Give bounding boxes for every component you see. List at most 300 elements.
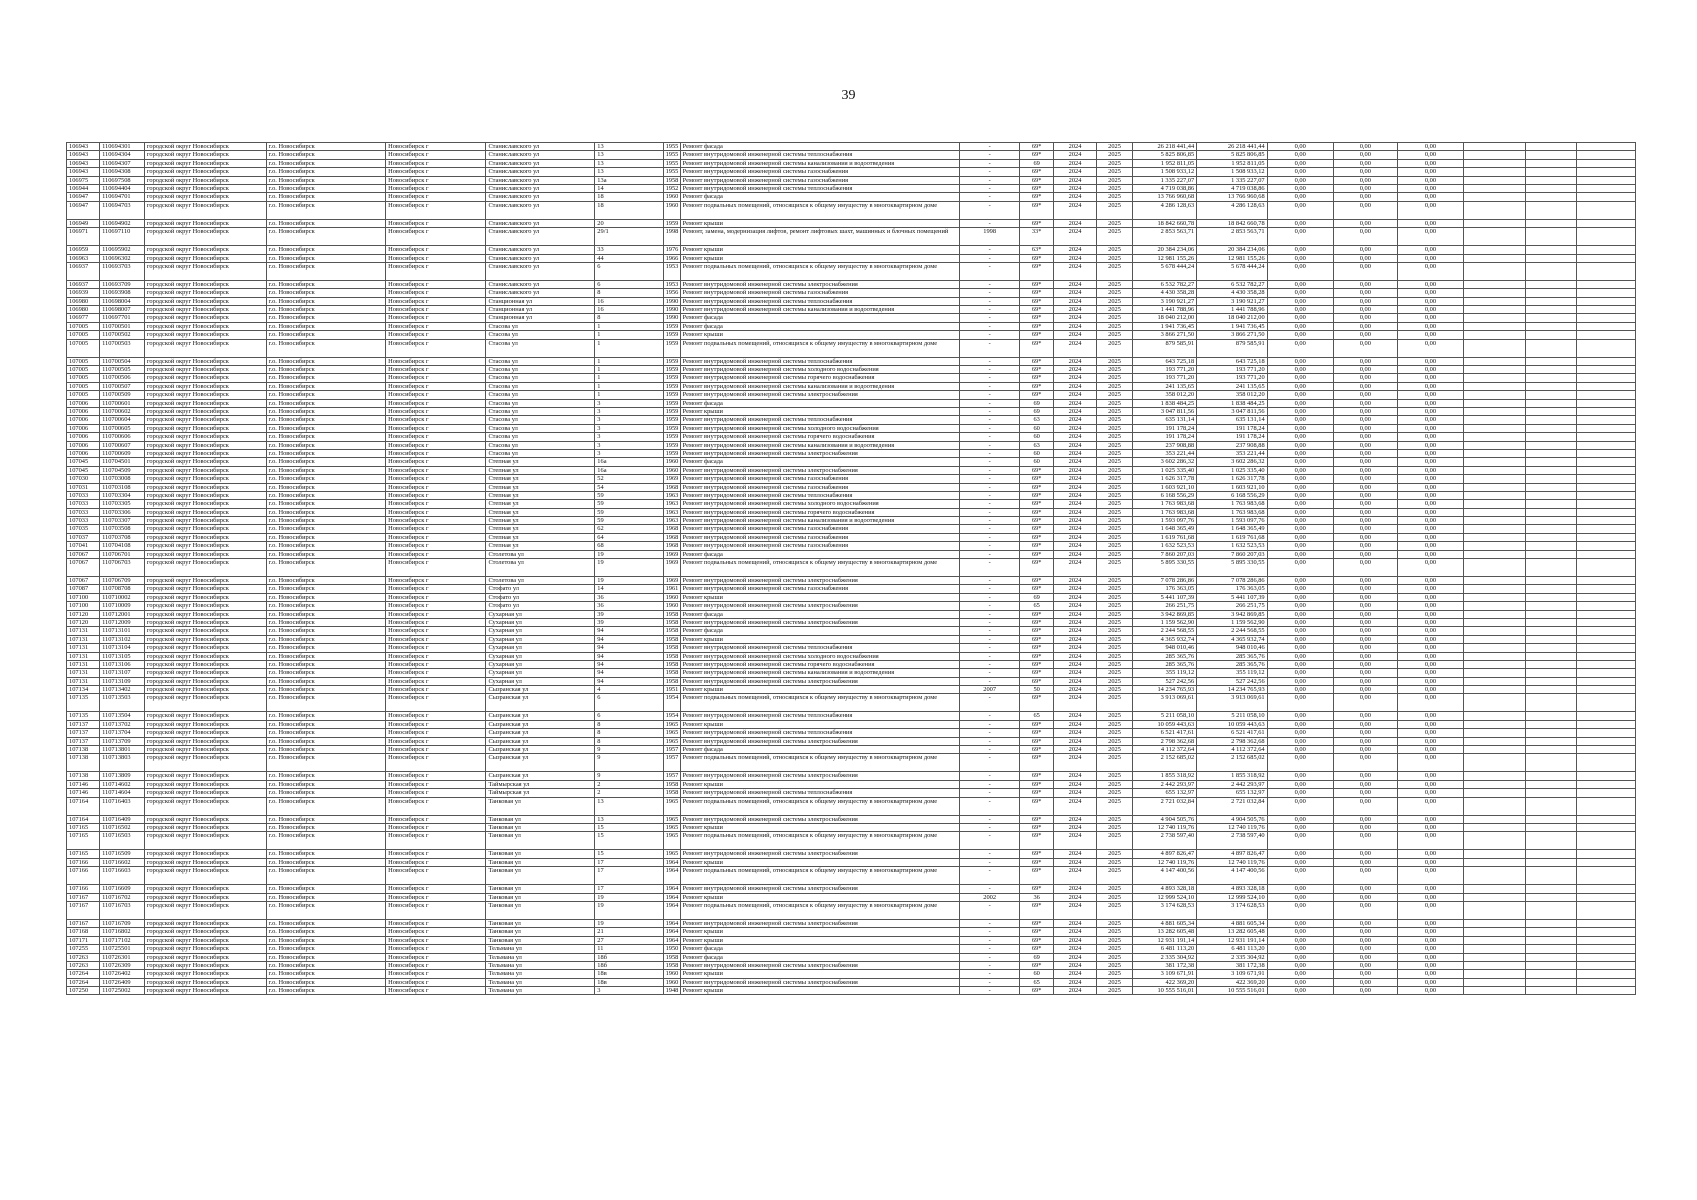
cell-last-repair-year: - <box>960 550 1020 558</box>
cell-municipal-district: городской округ Новосибирск <box>144 832 266 850</box>
cell-end-year: 2025 <box>1096 893 1132 901</box>
cell-house-number: 17 <box>595 858 663 866</box>
cell-wear-percent: 69 <box>1020 159 1054 167</box>
cell-budget-cost: 0,00 <box>1267 593 1333 601</box>
cell-house-id: 107134 <box>67 686 100 694</box>
table-row <box>67 867 1636 885</box>
cell-start-year: 2024 <box>1054 893 1097 901</box>
cell-last-repair-year: - <box>960 987 1020 995</box>
cell-other-cost: 0,00 <box>1397 500 1463 508</box>
cell-locality: Новосибирск г <box>386 928 486 936</box>
cell-last-repair-year: - <box>960 953 1020 961</box>
cell-house-number: 3 <box>595 433 663 441</box>
cell-street: Степная ул <box>486 508 595 516</box>
cell-locality: Новосибирск г <box>386 550 486 558</box>
cell-total-cost: 285 365,76 <box>1133 652 1197 660</box>
cell-house-id: 107131 <box>67 660 100 668</box>
cell-extra-2 <box>1525 550 1576 558</box>
table-row <box>67 254 1636 262</box>
cell-work-id: 110700602 <box>100 407 145 415</box>
cell-work-id: 110700502 <box>100 331 145 339</box>
cell-start-year: 2024 <box>1054 374 1097 382</box>
cell-extra-2 <box>1525 961 1576 969</box>
cell-extra-3 <box>1577 824 1636 832</box>
cell-wear-percent: 69* <box>1020 746 1054 754</box>
cell-end-year: 2025 <box>1096 416 1132 424</box>
table-row <box>67 602 1636 610</box>
cell-house-id: 107120 <box>67 610 100 618</box>
cell-budget-cost: 0,00 <box>1267 772 1333 780</box>
cell-fund-cost: 285 365,76 <box>1197 652 1267 660</box>
cell-locality: Новосибирск г <box>386 475 486 483</box>
cell-municipal-district: городской округ Новосибирск <box>144 184 266 192</box>
cell-end-year: 2025 <box>1096 297 1132 305</box>
cell-last-repair-year: - <box>960 508 1020 516</box>
cell-fund-cost: 3 174 628,53 <box>1197 901 1267 919</box>
cell-build-year: 1950 <box>663 945 680 953</box>
cell-start-year: 2024 <box>1054 754 1097 772</box>
cell-work-id: 110703307 <box>100 517 145 525</box>
cell-total-cost: 20 384 234,06 <box>1133 246 1197 254</box>
cell-extra-1 <box>1464 754 1526 772</box>
cell-other-cost: 0,00 <box>1397 945 1463 953</box>
cell-house-id: 107164 <box>67 797 100 815</box>
cell-extra-3 <box>1577 399 1636 407</box>
cell-wear-percent: 69* <box>1020 850 1054 858</box>
cell-last-repair-year: - <box>960 184 1020 192</box>
table-row <box>67 885 1636 893</box>
cell-street: Сызранская ул <box>486 720 595 728</box>
cell-street: Станиславского ул <box>486 254 595 262</box>
cell-extra-1 <box>1464 797 1526 815</box>
cell-last-repair-year: - <box>960 458 1020 466</box>
cell-house-number: 6 <box>595 280 663 288</box>
cell-street: Танковая ул <box>486 928 595 936</box>
cell-extra-2 <box>1525 517 1576 525</box>
cell-work-type: Ремонт внутридомовой инженерной системы теплоснабжения <box>680 789 960 797</box>
cell-house-id: 107006 <box>67 407 100 415</box>
cell-wear-percent: 69 <box>1020 953 1054 961</box>
cell-house-id: 107005 <box>67 322 100 330</box>
cell-street: Сызранская ул <box>486 754 595 772</box>
cell-work-id: 110713704 <box>100 729 145 737</box>
cell-fund-cost: 2 152 685,02 <box>1197 754 1267 772</box>
cell-total-cost: 4 286 128,63 <box>1133 201 1197 219</box>
cell-other-cost: 0,00 <box>1397 737 1463 745</box>
cell-work-type: Ремонт внутридомовой инженерной системы канализования и водоотведения <box>680 441 960 449</box>
cell-extra-3 <box>1577 850 1636 858</box>
table-row <box>67 919 1636 927</box>
table-row <box>67 686 1636 694</box>
cell-wear-percent: 69* <box>1020 754 1054 772</box>
cell-work-type: Ремонт внутридомовой инженерной системы холодного водоснабжения <box>680 366 960 374</box>
cell-local-budget-cost: 0,00 <box>1333 228 1397 246</box>
cell-locality: Новосибирск г <box>386 686 486 694</box>
cell-work-id: 110712009 <box>100 618 145 626</box>
cell-end-year: 2025 <box>1096 559 1132 577</box>
cell-extra-2 <box>1525 449 1576 457</box>
cell-wear-percent: 63 <box>1020 416 1054 424</box>
cell-wear-percent: 69 <box>1020 593 1054 601</box>
cell-municipal-formation: г.о. Новосибирск <box>266 143 386 151</box>
cell-locality: Новосибирск г <box>386 500 486 508</box>
cell-last-repair-year: - <box>960 143 1020 151</box>
cell-local-budget-cost: 0,00 <box>1333 366 1397 374</box>
cell-house-number: 36 <box>595 602 663 610</box>
cell-extra-2 <box>1525 772 1576 780</box>
table-row <box>67 228 1636 246</box>
cell-total-cost: 4 430 358,28 <box>1133 289 1197 297</box>
cell-house-id: 107037 <box>67 533 100 541</box>
cell-municipal-formation: г.о. Новосибирск <box>266 366 386 374</box>
cell-start-year: 2024 <box>1054 366 1097 374</box>
cell-extra-2 <box>1525 508 1576 516</box>
cell-street: Столетова ул <box>486 577 595 585</box>
cell-end-year: 2025 <box>1096 525 1132 533</box>
cell-build-year: 1959 <box>663 357 680 365</box>
cell-house-id: 107164 <box>67 815 100 823</box>
cell-total-cost: 879 585,91 <box>1133 339 1197 357</box>
cell-wear-percent: 69* <box>1020 669 1054 677</box>
cell-end-year: 2025 <box>1096 424 1132 432</box>
cell-locality: Новосибирск г <box>386 559 486 577</box>
cell-build-year: 1960 <box>663 593 680 601</box>
table-row <box>67 314 1636 322</box>
cell-budget-cost: 0,00 <box>1267 542 1333 550</box>
table-row <box>67 508 1636 516</box>
cell-house-number: 8 <box>595 729 663 737</box>
cell-house-id: 106944 <box>67 184 100 192</box>
cell-other-cost: 0,00 <box>1397 850 1463 858</box>
cell-local-budget-cost: 0,00 <box>1333 978 1397 986</box>
cell-municipal-formation: г.о. Новосибирск <box>266 577 386 585</box>
cell-start-year: 2024 <box>1054 262 1097 280</box>
cell-other-cost: 0,00 <box>1397 660 1463 668</box>
cell-work-type: Ремонт внутридомовой инженерной системы теплоснабжения <box>680 297 960 305</box>
cell-wear-percent: 69* <box>1020 289 1054 297</box>
cell-extra-2 <box>1525 610 1576 618</box>
cell-municipal-district: городской округ Новосибирск <box>144 322 266 330</box>
cell-house-number: 94 <box>595 669 663 677</box>
cell-total-cost: 1 335 227,07 <box>1133 176 1197 184</box>
cell-extra-3 <box>1577 407 1636 415</box>
cell-municipal-formation: г.о. Новосибирск <box>266 280 386 288</box>
table-row <box>67 382 1636 390</box>
cell-last-repair-year: - <box>960 602 1020 610</box>
cell-wear-percent: 69* <box>1020 382 1054 390</box>
cell-work-id: 110703306 <box>100 508 145 516</box>
cell-start-year: 2024 <box>1054 686 1097 694</box>
cell-end-year: 2025 <box>1096 789 1132 797</box>
cell-total-cost: 3 913 069,61 <box>1133 694 1197 712</box>
cell-local-budget-cost: 0,00 <box>1333 193 1397 201</box>
cell-last-repair-year: - <box>960 193 1020 201</box>
table-row <box>67 550 1636 558</box>
cell-fund-cost: 1 335 227,07 <box>1197 176 1267 184</box>
cell-street: Тельмана ул <box>486 961 595 969</box>
cell-extra-2 <box>1525 374 1576 382</box>
cell-start-year: 2024 <box>1054 797 1097 815</box>
cell-local-budget-cost: 0,00 <box>1333 466 1397 474</box>
cell-municipal-formation: г.о. Новосибирск <box>266 449 386 457</box>
cell-work-type: Ремонт внутридомовой инженерной системы канализования и водоотведения <box>680 306 960 314</box>
cell-municipal-formation: г.о. Новосибирск <box>266 297 386 305</box>
cell-last-repair-year: - <box>960 585 1020 593</box>
cell-extra-3 <box>1577 382 1636 390</box>
cell-last-repair-year: - <box>960 928 1020 936</box>
cell-wear-percent: 69* <box>1020 885 1054 893</box>
cell-house-number: 16а <box>595 458 663 466</box>
cell-last-repair-year: - <box>960 593 1020 601</box>
cell-municipal-formation: г.о. Новосибирск <box>266 780 386 788</box>
cell-budget-cost: 0,00 <box>1267 720 1333 728</box>
cell-locality: Новосибирск г <box>386 677 486 685</box>
cell-local-budget-cost: 0,00 <box>1333 867 1397 885</box>
cell-municipal-formation: г.о. Новосибирск <box>266 168 386 176</box>
cell-local-budget-cost: 0,00 <box>1333 618 1397 626</box>
cell-extra-2 <box>1525 331 1576 339</box>
cell-extra-1 <box>1464 517 1526 525</box>
cell-house-number: 16 <box>595 297 663 305</box>
cell-wear-percent: 65 <box>1020 712 1054 720</box>
cell-house-number: 94 <box>595 635 663 643</box>
cell-extra-2 <box>1525 289 1576 297</box>
cell-wear-percent: 69* <box>1020 815 1054 823</box>
cell-budget-cost: 0,00 <box>1267 885 1333 893</box>
cell-street: Станиславского ул <box>486 219 595 227</box>
cell-house-id: 107167 <box>67 893 100 901</box>
cell-wear-percent: 69* <box>1020 720 1054 728</box>
cell-house-id: 106977 <box>67 314 100 322</box>
cell-local-budget-cost: 0,00 <box>1333 945 1397 953</box>
cell-house-id: 107033 <box>67 491 100 499</box>
cell-municipal-district: городской округ Новосибирск <box>144 391 266 399</box>
cell-last-repair-year: - <box>960 297 1020 305</box>
cell-street: Станиславского ул <box>486 184 595 192</box>
cell-extra-3 <box>1577 660 1636 668</box>
cell-house-id: 107006 <box>67 433 100 441</box>
cell-local-budget-cost: 0,00 <box>1333 500 1397 508</box>
cell-locality: Новосибирск г <box>386 407 486 415</box>
cell-start-year: 2024 <box>1054 193 1097 201</box>
cell-municipal-district: городской округ Новосибирск <box>144 677 266 685</box>
cell-other-cost: 0,00 <box>1397 193 1463 201</box>
cell-work-type: Ремонт внутридомовой инженерной системы электроснабжения <box>680 737 960 745</box>
cell-work-id: 110693703 <box>100 262 145 280</box>
cell-municipal-formation: г.о. Новосибирск <box>266 306 386 314</box>
cell-build-year: 1959 <box>663 433 680 441</box>
cell-start-year: 2024 <box>1054 407 1097 415</box>
cell-municipal-district: городской округ Новосибирск <box>144 357 266 365</box>
cell-house-number: 54 <box>595 483 663 491</box>
cell-budget-cost: 0,00 <box>1267 919 1333 927</box>
cell-extra-3 <box>1577 500 1636 508</box>
cell-fund-cost: 1 025 335,40 <box>1197 466 1267 474</box>
cell-build-year: 1959 <box>663 407 680 415</box>
cell-work-type: Ремонт подвальных помещений, относящихся к общему имуществу в многоквартирном доме <box>680 339 960 357</box>
cell-local-budget-cost: 0,00 <box>1333 970 1397 978</box>
cell-last-repair-year: - <box>960 159 1020 167</box>
cell-budget-cost: 0,00 <box>1267 339 1333 357</box>
table-row <box>67 339 1636 357</box>
cell-budget-cost: 0,00 <box>1267 441 1333 449</box>
cell-work-type: Ремонт подвальных помещений, относящихся к общему имуществу в многоквартирном доме <box>680 901 960 919</box>
cell-extra-3 <box>1577 168 1636 176</box>
cell-wear-percent: 69* <box>1020 297 1054 305</box>
cell-extra-1 <box>1464 441 1526 449</box>
cell-street: Степная ул <box>486 525 595 533</box>
cell-last-repair-year: - <box>960 433 1020 441</box>
cell-total-cost: 358 012,20 <box>1133 391 1197 399</box>
cell-house-id: 107131 <box>67 669 100 677</box>
cell-house-number: 1 <box>595 357 663 365</box>
cell-extra-3 <box>1577 978 1636 986</box>
cell-street: Станиславского ул <box>486 176 595 184</box>
cell-build-year: 1968 <box>663 542 680 550</box>
cell-wear-percent: 69* <box>1020 176 1054 184</box>
cell-fund-cost: 6 521 417,61 <box>1197 729 1267 737</box>
cell-extra-3 <box>1577 737 1636 745</box>
cell-budget-cost: 0,00 <box>1267 832 1333 850</box>
cell-start-year: 2024 <box>1054 593 1097 601</box>
cell-extra-1 <box>1464 331 1526 339</box>
cell-other-cost: 0,00 <box>1397 449 1463 457</box>
cell-start-year: 2024 <box>1054 424 1097 432</box>
cell-fund-cost: 1 441 788,96 <box>1197 306 1267 314</box>
cell-end-year: 2025 <box>1096 542 1132 550</box>
cell-work-type: Ремонт внутридомовой инженерной системы холодного водоснабжения <box>680 424 960 432</box>
cell-extra-3 <box>1577 585 1636 593</box>
table-row <box>67 936 1636 944</box>
cell-extra-2 <box>1525 635 1576 643</box>
cell-build-year: 1959 <box>663 399 680 407</box>
cell-locality: Новосибирск г <box>386 449 486 457</box>
cell-budget-cost: 0,00 <box>1267 936 1333 944</box>
cell-local-budget-cost: 0,00 <box>1333 449 1397 457</box>
cell-fund-cost: 6 532 782,27 <box>1197 280 1267 288</box>
cell-work-type: Ремонт внутридомовой инженерной системы теплоснабжения <box>680 184 960 192</box>
table-row <box>67 593 1636 601</box>
cell-start-year: 2024 <box>1054 542 1097 550</box>
cell-extra-3 <box>1577 987 1636 995</box>
cell-fund-cost: 191 178,24 <box>1197 424 1267 432</box>
cell-start-year: 2024 <box>1054 297 1097 305</box>
cell-fund-cost: 4 430 358,28 <box>1197 289 1267 297</box>
cell-municipal-district: городской округ Новосибирск <box>144 306 266 314</box>
cell-last-repair-year: - <box>960 201 1020 219</box>
cell-end-year: 2025 <box>1096 610 1132 618</box>
cell-total-cost: 176 363,05 <box>1133 585 1197 593</box>
cell-budget-cost: 0,00 <box>1267 585 1333 593</box>
cell-municipal-district: городской округ Новосибирск <box>144 374 266 382</box>
cell-end-year: 2025 <box>1096 772 1132 780</box>
cell-end-year: 2025 <box>1096 618 1132 626</box>
cell-municipal-district: городской округ Новосибирск <box>144 219 266 227</box>
cell-street: Тельмана ул <box>486 978 595 986</box>
cell-wear-percent: 69* <box>1020 677 1054 685</box>
cell-municipal-district: городской округ Новосибирск <box>144 339 266 357</box>
cell-extra-1 <box>1464 382 1526 390</box>
cell-build-year: 1955 <box>663 168 680 176</box>
cell-local-budget-cost: 0,00 <box>1333 458 1397 466</box>
cell-budget-cost: 0,00 <box>1267 618 1333 626</box>
cell-build-year: 1969 <box>663 475 680 483</box>
table-row <box>67 729 1636 737</box>
cell-street: Стофато ул <box>486 602 595 610</box>
cell-work-type: Ремонт подвальных помещений, относящихся к общему имуществу в многоквартирном доме <box>680 559 960 577</box>
cell-build-year: 1951 <box>663 686 680 694</box>
cell-other-cost: 0,00 <box>1397 357 1463 365</box>
cell-start-year: 2024 <box>1054 201 1097 219</box>
cell-wear-percent: 60 <box>1020 458 1054 466</box>
cell-house-number: 1 <box>595 374 663 382</box>
cell-work-type: Ремонт внутридомовой инженерной системы канализования и водоотведения <box>680 159 960 167</box>
cell-extra-1 <box>1464 193 1526 201</box>
cell-work-id: 110716609 <box>100 885 145 893</box>
cell-total-cost: 1 603 921,10 <box>1133 483 1197 491</box>
cell-budget-cost: 0,00 <box>1267 517 1333 525</box>
cell-house-number: 8 <box>595 720 663 728</box>
cell-municipal-district: городской округ Новосибирск <box>144 712 266 720</box>
cell-fund-cost: 13 282 605,48 <box>1197 928 1267 936</box>
cell-budget-cost: 0,00 <box>1267 970 1333 978</box>
cell-municipal-formation: г.о. Новосибирск <box>266 314 386 322</box>
cell-extra-1 <box>1464 610 1526 618</box>
cell-total-cost: 6 168 556,29 <box>1133 491 1197 499</box>
cell-start-year: 2024 <box>1054 970 1097 978</box>
cell-fund-cost: 4 893 328,18 <box>1197 885 1267 893</box>
cell-work-id: 110713105 <box>100 652 145 660</box>
cell-extra-3 <box>1577 483 1636 491</box>
cell-end-year: 2025 <box>1096 936 1132 944</box>
cell-extra-3 <box>1577 780 1636 788</box>
cell-work-type: Ремонт внутридомовой инженерной системы газоснабжения <box>680 475 960 483</box>
cell-street: Станиславского ул <box>486 143 595 151</box>
cell-house-id: 107100 <box>67 593 100 601</box>
cell-other-cost: 0,00 <box>1397 297 1463 305</box>
cell-build-year: 1965 <box>663 729 680 737</box>
cell-locality: Новосибирск г <box>386 885 486 893</box>
cell-total-cost: 1 648 365,49 <box>1133 525 1197 533</box>
cell-extra-2 <box>1525 254 1576 262</box>
cell-total-cost: 13 766 960,68 <box>1133 193 1197 201</box>
cell-locality: Новосибирск г <box>386 441 486 449</box>
cell-wear-percent: 69* <box>1020 391 1054 399</box>
cell-extra-1 <box>1464 374 1526 382</box>
cell-build-year: 1976 <box>663 246 680 254</box>
cell-total-cost: 4 719 038,86 <box>1133 184 1197 192</box>
cell-local-budget-cost: 0,00 <box>1333 339 1397 357</box>
cell-municipal-formation: г.о. Новосибирск <box>266 416 386 424</box>
cell-house-number: 19 <box>595 559 663 577</box>
cell-build-year: 1965 <box>663 824 680 832</box>
cell-work-id: 110693908 <box>100 289 145 297</box>
cell-house-id: 107167 <box>67 901 100 919</box>
cell-total-cost: 266 251,75 <box>1133 602 1197 610</box>
cell-last-repair-year: - <box>960 441 1020 449</box>
cell-fund-cost: 422 369,20 <box>1197 978 1267 986</box>
cell-local-budget-cost: 0,00 <box>1333 176 1397 184</box>
table-row <box>67 433 1636 441</box>
cell-wear-percent: 69* <box>1020 694 1054 712</box>
cell-house-number: 44 <box>595 254 663 262</box>
cell-build-year: 1990 <box>663 297 680 305</box>
cell-extra-3 <box>1577 143 1636 151</box>
cell-street: Стасова ул <box>486 357 595 365</box>
cell-extra-2 <box>1525 357 1576 365</box>
cell-work-id: 110713106 <box>100 660 145 668</box>
cell-wear-percent: 69* <box>1020 193 1054 201</box>
